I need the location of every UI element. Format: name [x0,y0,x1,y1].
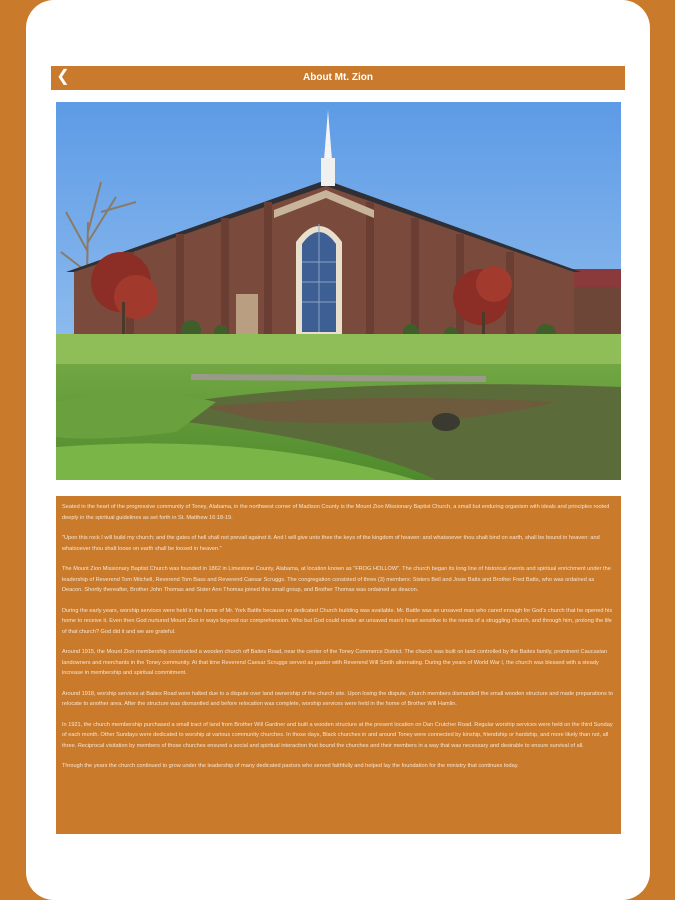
page-title: About Mt. Zion [303,72,373,83]
about-paragraph: "Upon this rock I will build my church; and the gates of hell shall not prevail against it. And I will give unto thee the keys of the kingdom of heaven: and whatsoever thou shalt bind on earth, shall be bound in heaven: and whatsoever thou shalt loose on earth shall be loosed in heaven." [62,535,600,552]
chevron-left-icon: ❮ [56,68,70,85]
church-photo [56,102,621,480]
about-paragraph: Seated in the heart of the progressive community of Toney, Alabama, in the northwest corner of Madison County is the Mount Zion Missionary Baptist Church, a small but enduring organism with ideals and principles rooted deeply in the spiritual guidelines as set forth in St. Matthew 16:18-19. [62,504,610,521]
about-paragraph: In 1921, the church membership purchased a small tract of land from Brother Will Gardner and built a wooden structure at the present location on Dan Crutcher Road. Regular worship services were held on the third Sunday of each month. Other Sundays were dedicated to worship at various community churches. In those days, Black churches in and around Toney were connected by kinship, friendship or hardship, and more likely than not, all three. Reciprocal visitation by members of those churches ensured a social and spiritual interaction that bound the churches and their members in a way that was necessary and desirable to ensure survival of all. [62,721,613,749]
about-paragraph: The Mount Zion Missionary Baptist Church was founded in 1862 in Limestone County, Alabama, at location known as "FROG HOLLOW". The church began its long line of historical events and spiritual enrichment under the leadership of Reverend Tom Mitchell, Reverend Tom Bass and Reverend Caesar Scruggs. The congregation consisted of three (3) members: Sisters Bell and Josie Batts and Brother Fred Batts, who was ordained as Deacon. Shortly thereafter, Brother John Thomas and Sister Ann Thomas joined this small group, and Brother Thomas was ordained as deacon. [62,566,611,593]
nav-bar [51,66,625,90]
about-text-panel [56,496,621,834]
about-paragraph: Around 1915, the Mount Zion membership constructed a wooden church off Baites Road, near the center of the Toney Commerce District. The church was built on land controlled by the Baites family, prominent Caucasian landowners and merchants in the Toney community. At that time Reverend Caesar Scruggs served as pastor with Reverend Will Smith alternating. During the years of World War I, the church was blessed with a steady increase in membership and spiritual commitment. [62,649,607,676]
about-paragraph: Through the years the church continued to grow under the leadership of many dedicated pastors who served faithfully and helped lay the foundation for the ministry that continues today. [62,763,519,769]
about-paragraph: During the early years, worship services were held in the home of Mr. York Battle because no dedicated Church building was available. Mr. Battle was an unsaved man who cared enough for God's church that he opened his home to receive it. Even then God nurtured Mount Zion in ways beyond our comprehension. Who but God could render an unsaved man's heart sensitive to the needs of a struggling church, and through him, prolong the life of that church? God did it and we are grateful. [62,607,613,635]
about-paragraph: Around 1918, worship services at Baites Road were halted due to a dispute over land ownership of the church site. Upon losing the dispute, church members dismantled the small wooden structure and made preparations to relocate to another area. After the structure was dismantled and before relocation was complete, worship services were held in the home of Brother Will Hamlin. [62,690,613,707]
